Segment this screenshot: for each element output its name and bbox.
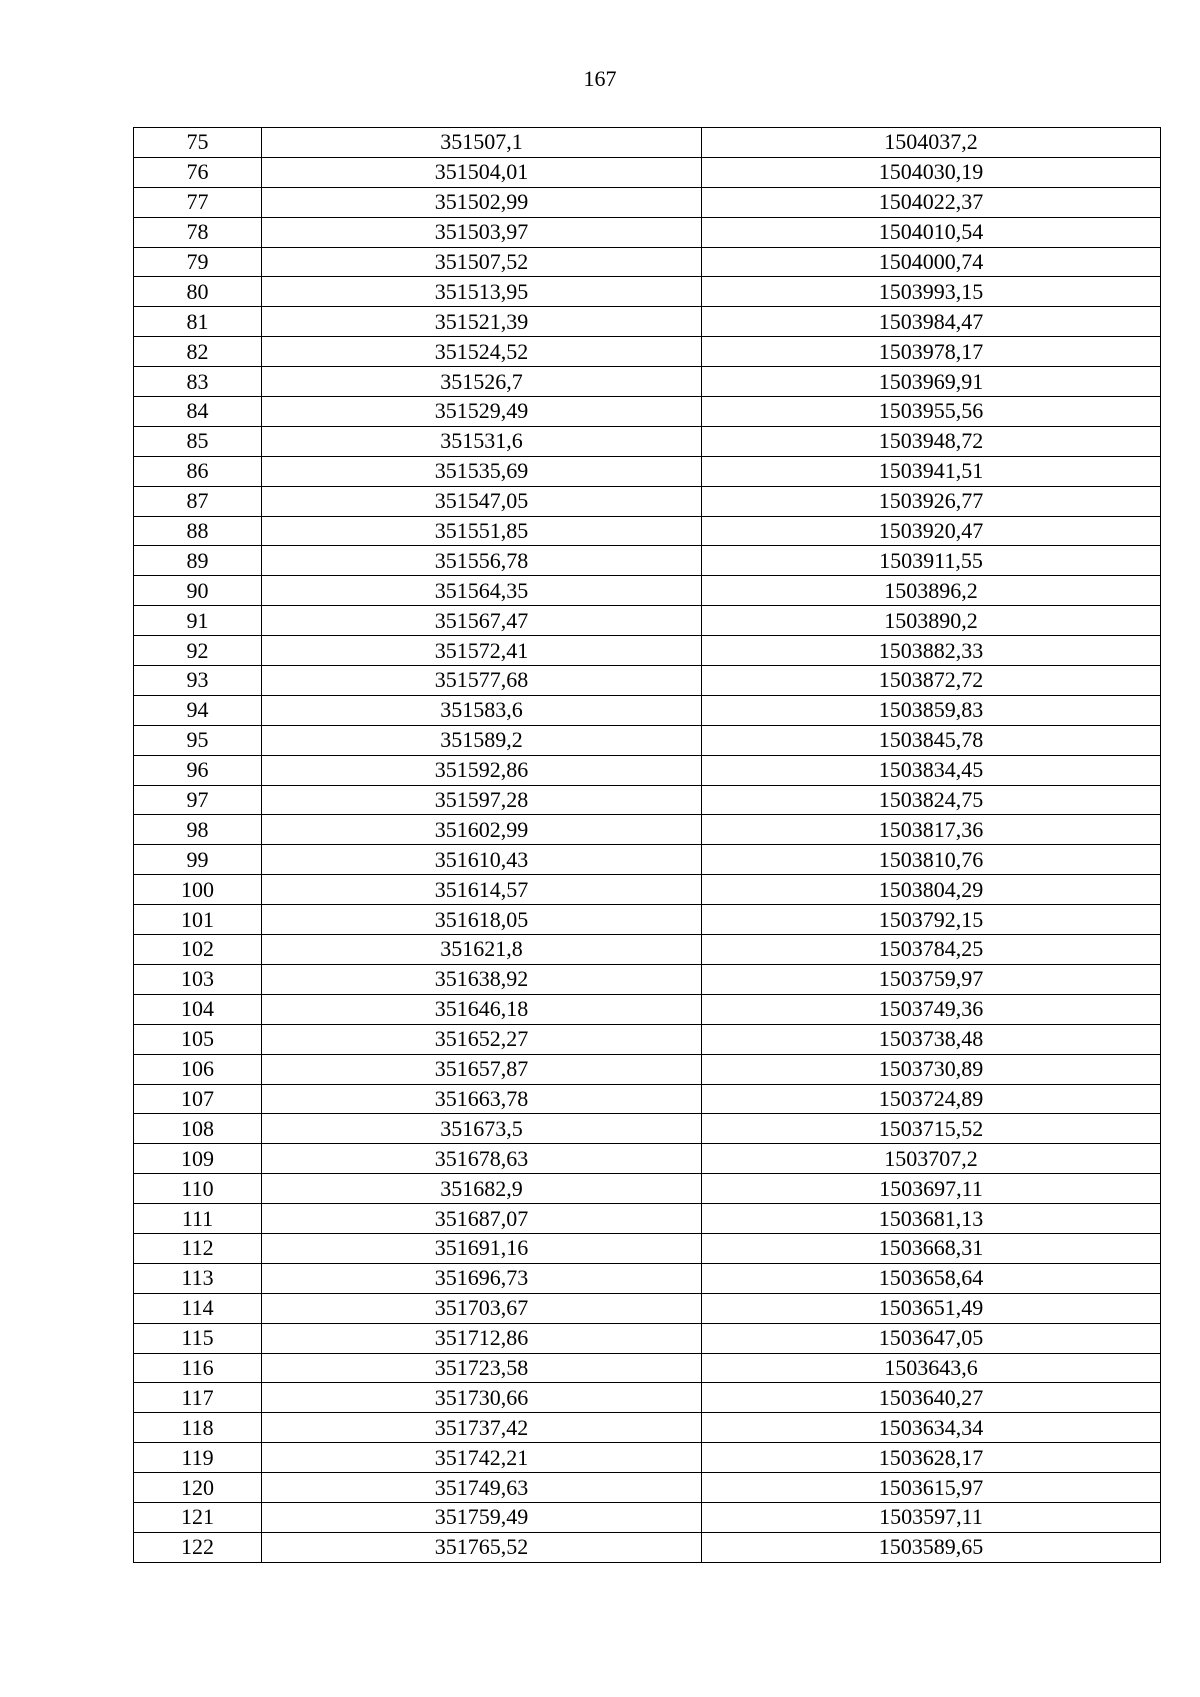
point-number-cell: 77 [134,187,262,217]
y-coordinate-cell: 1503993,15 [702,277,1161,307]
point-number-cell: 120 [134,1473,262,1503]
table-row [134,725,1161,755]
y-coordinate-cell: 1503872,72 [702,666,1161,696]
table-row [134,695,1161,725]
y-coordinate-cell: 1503784,25 [702,935,1161,965]
point-number-cell: 110 [134,1174,262,1204]
x-coordinate-cell: 351723,58 [262,1353,702,1383]
point-number-cell: 87 [134,486,262,516]
x-coordinate-cell: 351657,87 [262,1054,702,1084]
table-row [134,367,1161,397]
y-coordinate-cell: 1503817,36 [702,815,1161,845]
point-number-cell: 113 [134,1263,262,1293]
point-number-cell: 114 [134,1293,262,1323]
table-row [134,486,1161,516]
x-coordinate-cell: 351531,6 [262,426,702,456]
table-row [134,1323,1161,1353]
x-coordinate-cell: 351529,49 [262,397,702,427]
point-number-cell: 98 [134,815,262,845]
x-coordinate-cell: 351652,27 [262,1024,702,1054]
table-row [134,1263,1161,1293]
point-number-cell: 111 [134,1204,262,1234]
table-row [134,1383,1161,1413]
y-coordinate-cell: 1503890,2 [702,606,1161,636]
y-coordinate-cell: 1503948,72 [702,426,1161,456]
point-number-cell: 78 [134,217,262,247]
table-row [134,1293,1161,1323]
x-coordinate-cell: 351507,52 [262,247,702,277]
coordinates-table-body [134,128,1161,1563]
y-coordinate-cell: 1503589,65 [702,1532,1161,1562]
y-coordinate-cell: 1503628,17 [702,1443,1161,1473]
y-coordinate-cell: 1503707,2 [702,1144,1161,1174]
y-coordinate-cell: 1503882,33 [702,636,1161,666]
x-coordinate-cell: 351567,47 [262,606,702,636]
x-coordinate-cell: 351592,86 [262,755,702,785]
table-row [134,1532,1161,1562]
y-coordinate-cell: 1503749,36 [702,994,1161,1024]
y-coordinate-cell: 1503941,51 [702,456,1161,486]
x-coordinate-cell: 351524,52 [262,337,702,367]
x-coordinate-cell: 351502,99 [262,187,702,217]
y-coordinate-cell: 1504000,74 [702,247,1161,277]
y-coordinate-cell: 1503824,75 [702,785,1161,815]
point-number-cell: 83 [134,367,262,397]
y-coordinate-cell: 1503615,97 [702,1473,1161,1503]
point-number-cell: 116 [134,1353,262,1383]
point-number-cell: 85 [134,426,262,456]
table-row [134,905,1161,935]
table-row [134,157,1161,187]
y-coordinate-cell: 1503647,05 [702,1323,1161,1353]
x-coordinate-cell: 351597,28 [262,785,702,815]
x-coordinate-cell: 351638,92 [262,964,702,994]
point-number-cell: 93 [134,666,262,696]
table-row [134,397,1161,427]
y-coordinate-cell: 1503651,49 [702,1293,1161,1323]
table-row [134,1413,1161,1443]
point-number-cell: 115 [134,1323,262,1353]
point-number-cell: 121 [134,1502,262,1532]
x-coordinate-cell: 351583,6 [262,695,702,725]
point-number-cell: 80 [134,277,262,307]
y-coordinate-cell: 1503955,56 [702,397,1161,427]
table-row [134,636,1161,666]
point-number-cell: 90 [134,576,262,606]
table-row [134,1502,1161,1532]
point-number-cell: 101 [134,905,262,935]
point-number-cell: 100 [134,875,262,905]
y-coordinate-cell: 1503658,64 [702,1263,1161,1293]
table-row [134,666,1161,696]
x-coordinate-cell: 351504,01 [262,157,702,187]
y-coordinate-cell: 1503926,77 [702,486,1161,516]
table-row [134,426,1161,456]
y-coordinate-cell: 1503804,29 [702,875,1161,905]
x-coordinate-cell: 351742,21 [262,1443,702,1473]
x-coordinate-cell: 351737,42 [262,1413,702,1443]
x-coordinate-cell: 351678,63 [262,1144,702,1174]
point-number-cell: 89 [134,546,262,576]
x-coordinate-cell: 351691,16 [262,1233,702,1263]
point-number-cell: 105 [134,1024,262,1054]
point-number-cell: 109 [134,1144,262,1174]
x-coordinate-cell: 351503,97 [262,217,702,247]
x-coordinate-cell: 351577,68 [262,666,702,696]
table-row [134,576,1161,606]
y-coordinate-cell: 1504037,2 [702,128,1161,158]
x-coordinate-cell: 351682,9 [262,1174,702,1204]
point-number-cell: 103 [134,964,262,994]
point-number-cell: 122 [134,1532,262,1562]
point-number-cell: 96 [134,755,262,785]
point-number-cell: 99 [134,845,262,875]
x-coordinate-cell: 351618,05 [262,905,702,935]
x-coordinate-cell: 351759,49 [262,1502,702,1532]
x-coordinate-cell: 351687,07 [262,1204,702,1234]
point-number-cell: 88 [134,516,262,546]
x-coordinate-cell: 351712,86 [262,1323,702,1353]
table-row [134,1204,1161,1234]
x-coordinate-cell: 351730,66 [262,1383,702,1413]
point-number-cell: 82 [134,337,262,367]
x-coordinate-cell: 351703,67 [262,1293,702,1323]
table-row [134,755,1161,785]
x-coordinate-cell: 351535,69 [262,456,702,486]
x-coordinate-cell: 351556,78 [262,546,702,576]
y-coordinate-cell: 1503640,27 [702,1383,1161,1413]
y-coordinate-cell: 1503911,55 [702,546,1161,576]
table-row [134,516,1161,546]
point-number-cell: 104 [134,994,262,1024]
x-coordinate-cell: 351589,2 [262,725,702,755]
y-coordinate-cell: 1503984,47 [702,307,1161,337]
x-coordinate-cell: 351621,8 [262,935,702,965]
y-coordinate-cell: 1503643,6 [702,1353,1161,1383]
table-row [134,1114,1161,1144]
point-number-cell: 75 [134,128,262,158]
point-number-cell: 92 [134,636,262,666]
table-row [134,307,1161,337]
y-coordinate-cell: 1503896,2 [702,576,1161,606]
x-coordinate-cell: 351602,99 [262,815,702,845]
x-coordinate-cell: 351521,39 [262,307,702,337]
x-coordinate-cell: 351551,85 [262,516,702,546]
y-coordinate-cell: 1503724,89 [702,1084,1161,1114]
y-coordinate-cell: 1503715,52 [702,1114,1161,1144]
point-number-cell: 81 [134,307,262,337]
y-coordinate-cell: 1503730,89 [702,1054,1161,1084]
x-coordinate-cell: 351513,95 [262,277,702,307]
table-row [134,337,1161,367]
point-number-cell: 97 [134,785,262,815]
y-coordinate-cell: 1503634,34 [702,1413,1161,1443]
table-row [134,994,1161,1024]
y-coordinate-cell: 1503681,13 [702,1204,1161,1234]
table-row [134,1443,1161,1473]
x-coordinate-cell: 351673,5 [262,1114,702,1144]
point-number-cell: 76 [134,157,262,187]
x-coordinate-cell: 351646,18 [262,994,702,1024]
table-row [134,606,1161,636]
x-coordinate-cell: 351526,7 [262,367,702,397]
page-number: 167 [583,66,617,91]
table-row [134,815,1161,845]
y-coordinate-cell: 1504010,54 [702,217,1161,247]
table-row [134,1353,1161,1383]
point-number-cell: 84 [134,397,262,427]
y-coordinate-cell: 1503597,11 [702,1502,1161,1532]
y-coordinate-cell: 1503668,31 [702,1233,1161,1263]
y-coordinate-cell: 1503697,11 [702,1174,1161,1204]
point-number-cell: 119 [134,1443,262,1473]
y-coordinate-cell: 1504030,19 [702,157,1161,187]
table-row [134,128,1161,158]
point-number-cell: 91 [134,606,262,636]
table-row [134,845,1161,875]
table-row [134,456,1161,486]
table-row [134,546,1161,576]
y-coordinate-cell: 1503738,48 [702,1024,1161,1054]
y-coordinate-cell: 1504022,37 [702,187,1161,217]
point-number-cell: 94 [134,695,262,725]
table-row [134,1144,1161,1174]
x-coordinate-cell: 351663,78 [262,1084,702,1114]
y-coordinate-cell: 1503978,17 [702,337,1161,367]
point-number-cell: 117 [134,1383,262,1413]
x-coordinate-cell: 351564,35 [262,576,702,606]
y-coordinate-cell: 1503845,78 [702,725,1161,755]
point-number-cell: 95 [134,725,262,755]
point-number-cell: 108 [134,1114,262,1144]
y-coordinate-cell: 1503810,76 [702,845,1161,875]
point-number-cell: 112 [134,1233,262,1263]
x-coordinate-cell: 351696,73 [262,1263,702,1293]
point-number-cell: 107 [134,1084,262,1114]
y-coordinate-cell: 1503792,15 [702,905,1161,935]
table-row [134,217,1161,247]
point-number-cell: 106 [134,1054,262,1084]
x-coordinate-cell: 351614,57 [262,875,702,905]
table-row [134,1473,1161,1503]
coordinates-table [133,127,1161,1563]
x-coordinate-cell: 351572,41 [262,636,702,666]
y-coordinate-cell: 1503834,45 [702,755,1161,785]
table-row [134,1024,1161,1054]
y-coordinate-cell: 1503969,91 [702,367,1161,397]
table-row [134,1174,1161,1204]
point-number-cell: 118 [134,1413,262,1443]
table-row [134,935,1161,965]
y-coordinate-cell: 1503859,83 [702,695,1161,725]
table-row [134,875,1161,905]
table-row [134,187,1161,217]
table-row [134,1054,1161,1084]
table-row [134,964,1161,994]
table-row [134,785,1161,815]
point-number-cell: 79 [134,247,262,277]
table-row [134,1233,1161,1263]
y-coordinate-cell: 1503920,47 [702,516,1161,546]
table-row [134,1084,1161,1114]
y-coordinate-cell: 1503759,97 [702,964,1161,994]
point-number-cell: 102 [134,935,262,965]
point-number-cell: 86 [134,456,262,486]
x-coordinate-cell: 351749,63 [262,1473,702,1503]
table-row [134,277,1161,307]
table-row [134,247,1161,277]
x-coordinate-cell: 351610,43 [262,845,702,875]
x-coordinate-cell: 351547,05 [262,486,702,516]
x-coordinate-cell: 351765,52 [262,1532,702,1562]
x-coordinate-cell: 351507,1 [262,128,702,158]
